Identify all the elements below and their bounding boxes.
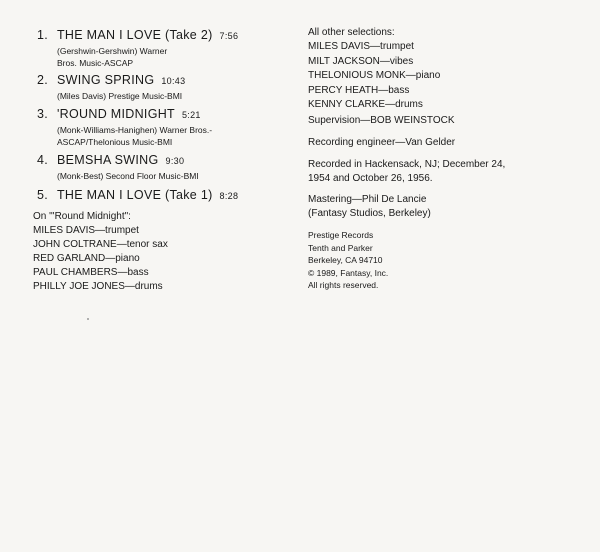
track-credit: (Gershwin-Gershwin) Warner Bros. Music-ASCAP [57,46,168,68]
personnel-member: MILT JACKSON—vibes [308,55,414,67]
personnel-heading: All other selections: [308,27,395,38]
track-duration: 8:28 [219,191,239,201]
track-title: SWING SPRING [57,73,155,87]
engineer-credit: Recording engineer—Van Gelder [308,137,456,148]
track-duration: 9:30 [165,156,185,166]
mastering-credit: Mastering—Phil De Lancie (Fantasy Studios, Berkeley) [308,194,431,220]
print-speck [87,318,89,320]
track-title: THE MAN I LOVE (Take 1) [57,188,213,202]
personnel-member: RED GARLAND—piano [33,253,140,264]
personnel-member: JOHN COLTRANE—tenor sax [33,239,168,250]
personnel-member: MILES DAVIS—trumpet [33,225,139,236]
personnel-member: PHILLY JOE JONES—drums [33,281,163,292]
personnel-member: PERCY HEATH—bass [308,84,410,96]
track-number: 5. [37,188,49,202]
track-title: BEMSHA SWING [57,153,159,167]
track-duration: 7:56 [219,31,239,41]
personnel-member: MILES DAVIS—trumpet [308,41,414,53]
track-title: THE MAN I LOVE (Take 2) [57,28,213,42]
track-number: 1. [37,28,49,42]
track-duration: 10:43 [161,76,186,86]
copyright-notice: © 1989, Fantasy, Inc. [308,267,389,278]
recording-info: Recorded in Hackensack, NJ; December 24, 1954 and October 26, 1956. [308,159,506,185]
label-info: Prestige Records Tenth and Parker Berkeley, CA 94710 © 1989, Fantasy, Inc. All rights reserved. [308,230,389,290]
track-number: 4. [37,153,49,167]
personnel-heading: On "'Round Midnight": [33,211,131,222]
personnel-member: KENNY CLARKE—drums [308,99,423,111]
personnel-member: PAUL CHAMBERS—bass [33,267,149,278]
supervision-credit: Supervision—BOB WEINSTOCK [308,115,455,126]
track-number: 2. [37,73,49,87]
track-duration: 5:21 [182,110,201,120]
other-personnel [308,26,440,112]
personnel-member: THELONIOUS MONK—piano [308,70,441,82]
track-credit: (Miles Davis) Prestige Music-BMI [57,91,183,101]
track-credit: (Monk-Best) Second Floor Music-BMI [57,171,199,181]
track-title: 'ROUND MIDNIGHT [57,107,175,121]
round-midnight-personnel [33,210,168,294]
track-credit: (Monk-Williams-Hanighen) Warner Bros.- ASCAP/Thelonious Music-BMI [57,125,213,147]
track-number: 3. [37,107,49,121]
